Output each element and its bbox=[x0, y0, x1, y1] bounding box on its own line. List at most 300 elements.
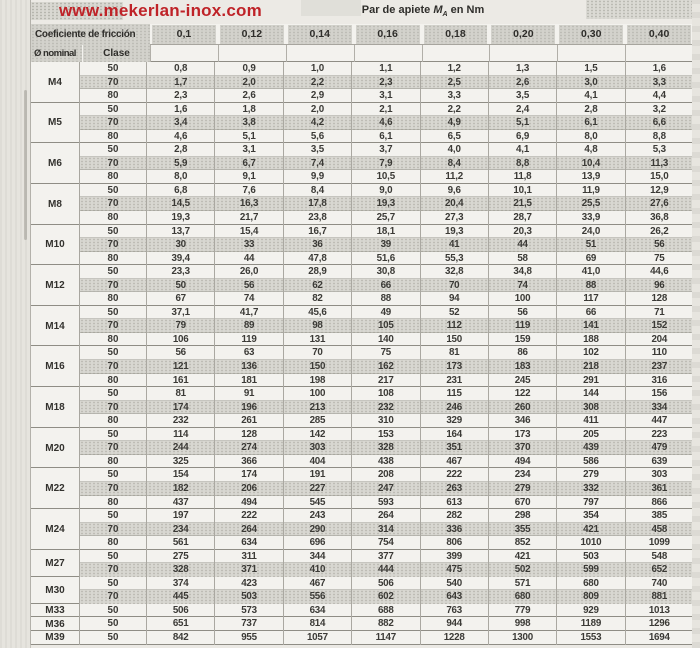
value-cell: 593 bbox=[351, 496, 419, 510]
value-cell: 188 bbox=[556, 333, 624, 347]
value-cell: 45,6 bbox=[283, 306, 351, 320]
size-group bbox=[31, 550, 693, 577]
value-cell: 1553 bbox=[556, 631, 624, 645]
value-cell: 119 bbox=[488, 319, 556, 333]
value-cell: 16,7 bbox=[283, 225, 351, 239]
header-empty-cell bbox=[625, 45, 693, 62]
value-cell: 164 bbox=[420, 428, 488, 442]
class-cell: 50 bbox=[107, 550, 119, 562]
table-row bbox=[80, 509, 693, 523]
header-empty-cell bbox=[354, 45, 422, 62]
value-cell: 634 bbox=[283, 604, 351, 618]
value-cell: 25,5 bbox=[556, 197, 624, 211]
value-cell: 1,3 bbox=[488, 62, 556, 76]
table-row bbox=[80, 103, 693, 117]
class-cell: 50 bbox=[107, 266, 119, 278]
value-cell: 183 bbox=[488, 360, 556, 374]
value-cell: 7,9 bbox=[351, 157, 419, 171]
value-cell: 41,0 bbox=[556, 265, 624, 279]
value-cell: 5,1 bbox=[214, 130, 282, 144]
value-cell: 30 bbox=[146, 238, 214, 252]
class-cell: 70 bbox=[107, 198, 119, 210]
value-cell: 86 bbox=[488, 346, 556, 360]
value-cell: 3,5 bbox=[283, 143, 351, 157]
value-cell: 247 bbox=[351, 482, 419, 496]
size-group-rows bbox=[79, 617, 693, 631]
value-cell: 44 bbox=[488, 238, 556, 252]
value-cell: 74 bbox=[488, 279, 556, 293]
value-cell: 140 bbox=[351, 333, 419, 347]
value-cell: 374 bbox=[146, 577, 214, 591]
class-cell: 50 bbox=[107, 225, 119, 237]
value-cell: 243 bbox=[283, 509, 351, 523]
value-cell: 6,8 bbox=[146, 184, 214, 198]
header-empty-cell bbox=[218, 45, 286, 62]
value-cell: 26,0 bbox=[214, 265, 282, 279]
table-row bbox=[80, 496, 693, 510]
value-cell: 51,6 bbox=[351, 252, 419, 266]
value-cell: 244 bbox=[146, 441, 214, 455]
value-cell: 479 bbox=[625, 441, 693, 455]
value-cell: 10,5 bbox=[351, 170, 419, 184]
value-cell: 458 bbox=[625, 523, 693, 537]
value-cell: 680 bbox=[556, 577, 624, 591]
table-row bbox=[80, 292, 693, 306]
class-cell: 70 bbox=[107, 239, 119, 251]
value-cell: 4,1 bbox=[488, 143, 556, 157]
value-cell: 44 bbox=[214, 252, 282, 266]
table-row bbox=[80, 279, 693, 293]
value-cell: 763 bbox=[420, 604, 488, 618]
value-cell: 1189 bbox=[556, 617, 624, 631]
value-cell: 88 bbox=[556, 279, 624, 293]
size-label: M36 bbox=[45, 618, 65, 630]
value-cell: 438 bbox=[351, 455, 419, 469]
value-cell: 351 bbox=[420, 441, 488, 455]
value-cell: 13,7 bbox=[146, 225, 214, 239]
value-cell: 20,3 bbox=[488, 225, 556, 239]
value-cell: 6,1 bbox=[351, 130, 419, 144]
friction-label: Coeficiente de fricción bbox=[31, 24, 150, 45]
value-cell: 439 bbox=[556, 441, 624, 455]
value-cell: 108 bbox=[351, 387, 419, 401]
value-cell: 66 bbox=[556, 306, 624, 320]
class-cell: 80 bbox=[107, 496, 119, 508]
value-cell: 955 bbox=[214, 631, 282, 645]
value-cell: 162 bbox=[351, 360, 419, 374]
value-cell: 41,7 bbox=[214, 306, 282, 320]
value-cell: 11,9 bbox=[556, 184, 624, 198]
value-cell: 2,0 bbox=[283, 103, 351, 117]
value-cell: 74 bbox=[214, 292, 282, 306]
size-group-rows bbox=[79, 468, 693, 509]
value-cell: 10,4 bbox=[556, 157, 624, 171]
value-cell: 1,6 bbox=[625, 62, 693, 76]
value-cell: 36,8 bbox=[625, 211, 693, 225]
size-label: M20 bbox=[45, 442, 65, 454]
value-cell: 136 bbox=[214, 360, 282, 374]
torque-table bbox=[30, 0, 694, 645]
header-empty-cell bbox=[150, 45, 218, 62]
table-row bbox=[80, 441, 693, 455]
value-cell: 102 bbox=[556, 346, 624, 360]
value-cell: 34,8 bbox=[488, 265, 556, 279]
size-label: M8 bbox=[48, 198, 62, 210]
size-group-rows bbox=[79, 62, 693, 103]
value-cell: 217 bbox=[351, 374, 419, 388]
value-cell: 14,5 bbox=[146, 197, 214, 211]
value-cell: 325 bbox=[146, 455, 214, 469]
value-cell: 8,8 bbox=[488, 157, 556, 171]
value-cell: 156 bbox=[625, 387, 693, 401]
value-cell: 866 bbox=[625, 496, 693, 510]
class-cell: 50 bbox=[107, 469, 119, 481]
class-cell: 50 bbox=[107, 306, 119, 318]
value-cell: 6,9 bbox=[488, 130, 556, 144]
size-label: M12 bbox=[45, 280, 65, 292]
value-cell: 303 bbox=[625, 468, 693, 482]
table-row bbox=[80, 387, 693, 401]
value-cell: 75 bbox=[351, 346, 419, 360]
value-cell: 231 bbox=[420, 374, 488, 388]
value-cell: 881 bbox=[625, 590, 693, 604]
value-cell: 96 bbox=[625, 279, 693, 293]
value-cell: 9,0 bbox=[351, 184, 419, 198]
value-cell: 639 bbox=[625, 455, 693, 469]
value-cell: 75 bbox=[625, 252, 693, 266]
table-row bbox=[80, 238, 693, 252]
value-cell: 6,1 bbox=[556, 116, 624, 130]
value-cell: 33 bbox=[214, 238, 282, 252]
value-cell: 114 bbox=[146, 428, 214, 442]
value-cell: 328 bbox=[351, 441, 419, 455]
class-cell: 70 bbox=[107, 442, 119, 454]
value-cell: 88 bbox=[351, 292, 419, 306]
value-cell: 94 bbox=[420, 292, 488, 306]
value-cell: 3,0 bbox=[556, 76, 624, 90]
value-cell: 696 bbox=[283, 536, 351, 550]
table-row bbox=[80, 590, 693, 604]
value-cell: 688 bbox=[351, 604, 419, 618]
friction-header-row bbox=[31, 24, 693, 45]
header-empty-cell bbox=[422, 45, 490, 62]
value-cell: 1,0 bbox=[283, 62, 351, 76]
value-cell: 3,3 bbox=[625, 76, 693, 90]
header-empty-cell bbox=[557, 45, 625, 62]
value-cell: 173 bbox=[420, 360, 488, 374]
size-group bbox=[31, 62, 693, 103]
value-cell: 205 bbox=[556, 428, 624, 442]
value-cell: 421 bbox=[556, 523, 624, 537]
value-cell: 411 bbox=[556, 414, 624, 428]
class-cell: 80 bbox=[107, 90, 119, 102]
value-cell: 100 bbox=[283, 387, 351, 401]
value-cell: 26,2 bbox=[625, 225, 693, 239]
size-label: M30 bbox=[45, 584, 65, 596]
class-cell: 50 bbox=[107, 577, 119, 589]
value-cell: 191 bbox=[283, 468, 351, 482]
table-row bbox=[80, 550, 693, 564]
value-cell: 21,5 bbox=[488, 197, 556, 211]
value-cell: 11,3 bbox=[625, 157, 693, 171]
value-cell: 264 bbox=[351, 509, 419, 523]
value-cell: 1,6 bbox=[146, 103, 214, 117]
value-cell: 1694 bbox=[625, 631, 693, 645]
table-row bbox=[80, 143, 693, 157]
class-cell: 50 bbox=[107, 103, 119, 115]
value-cell: 410 bbox=[283, 563, 351, 577]
value-cell: 298 bbox=[488, 509, 556, 523]
value-cell: 467 bbox=[283, 577, 351, 591]
value-cell: 131 bbox=[283, 333, 351, 347]
class-cell: 80 bbox=[107, 415, 119, 427]
value-cell: 197 bbox=[146, 509, 214, 523]
value-cell: 2,4 bbox=[488, 103, 556, 117]
value-cell: 6,7 bbox=[214, 157, 282, 171]
value-cell: 2,8 bbox=[146, 143, 214, 157]
value-cell: 174 bbox=[146, 401, 214, 415]
class-cell: 80 bbox=[107, 537, 119, 549]
value-cell: 308 bbox=[556, 401, 624, 415]
value-cell: 2,2 bbox=[420, 103, 488, 117]
scan-noise-patch bbox=[586, 0, 693, 19]
table-row bbox=[80, 346, 693, 360]
value-cell: 150 bbox=[283, 360, 351, 374]
value-cell: 79 bbox=[146, 319, 214, 333]
value-cell: 2,8 bbox=[556, 103, 624, 117]
value-cell: 4,6 bbox=[146, 130, 214, 144]
value-cell: 19,3 bbox=[420, 225, 488, 239]
value-cell: 110 bbox=[625, 346, 693, 360]
value-cell: 4,2 bbox=[283, 116, 351, 130]
value-cell: 279 bbox=[488, 482, 556, 496]
value-cell: 1,2 bbox=[420, 62, 488, 76]
class-cell: 50 bbox=[107, 618, 119, 630]
value-cell: 37,1 bbox=[146, 306, 214, 320]
value-cell: 274 bbox=[214, 441, 282, 455]
value-cell: 106 bbox=[146, 333, 214, 347]
value-cell: 208 bbox=[351, 468, 419, 482]
value-cell: 5,1 bbox=[488, 116, 556, 130]
value-cell: 41 bbox=[420, 238, 488, 252]
value-cell: 9,9 bbox=[283, 170, 351, 184]
size-group bbox=[31, 468, 693, 509]
value-cell: 98 bbox=[283, 319, 351, 333]
value-cell: 561 bbox=[146, 536, 214, 550]
table-row bbox=[80, 265, 693, 279]
class-cell: 70 bbox=[107, 523, 119, 535]
value-cell: 51 bbox=[556, 238, 624, 252]
class-cell: 50 bbox=[107, 604, 119, 616]
class-cell: 80 bbox=[107, 374, 119, 386]
table-row bbox=[80, 523, 693, 537]
value-cell: 32,8 bbox=[420, 265, 488, 279]
table-row bbox=[80, 482, 693, 496]
size-group bbox=[31, 387, 693, 428]
value-cell: 540 bbox=[420, 577, 488, 591]
size-label: M6 bbox=[48, 158, 62, 170]
size-group-rows bbox=[79, 346, 693, 387]
value-cell: 39 bbox=[351, 238, 419, 252]
value-cell: 329 bbox=[420, 414, 488, 428]
value-cell: 100 bbox=[488, 292, 556, 306]
value-cell: 5,3 bbox=[625, 143, 693, 157]
table-row bbox=[80, 211, 693, 225]
value-cell: 3,4 bbox=[146, 116, 214, 130]
size-group bbox=[31, 184, 693, 225]
size-label: M14 bbox=[45, 320, 65, 332]
table-row bbox=[80, 374, 693, 388]
value-cell: 19,3 bbox=[351, 197, 419, 211]
table-row bbox=[80, 197, 693, 211]
value-cell: 282 bbox=[420, 509, 488, 523]
value-cell: 9,6 bbox=[420, 184, 488, 198]
value-cell: 328 bbox=[146, 563, 214, 577]
table-row bbox=[80, 62, 693, 76]
scan-right-edge bbox=[692, 0, 700, 648]
value-cell: 234 bbox=[146, 523, 214, 537]
value-cell: 998 bbox=[488, 617, 556, 631]
value-cell: 196 bbox=[214, 401, 282, 415]
scan-left-edge bbox=[0, 0, 31, 648]
value-cell: 680 bbox=[488, 590, 556, 604]
value-cell: 33,9 bbox=[556, 211, 624, 225]
table-row bbox=[80, 306, 693, 320]
value-cell: 1,8 bbox=[214, 103, 282, 117]
value-cell: 222 bbox=[214, 509, 282, 523]
value-cell: 63 bbox=[214, 346, 282, 360]
size-group-rows bbox=[79, 550, 693, 577]
value-cell: 651 bbox=[146, 617, 214, 631]
value-cell: 232 bbox=[146, 414, 214, 428]
value-cell: 154 bbox=[146, 468, 214, 482]
class-cell: 50 bbox=[107, 428, 119, 440]
friction-value-cell: 0,30 bbox=[559, 25, 623, 44]
size-group-rows bbox=[79, 143, 693, 184]
value-cell: 370 bbox=[488, 441, 556, 455]
size-group bbox=[31, 604, 693, 618]
value-cell: 366 bbox=[214, 455, 282, 469]
value-cell: 8,8 bbox=[625, 130, 693, 144]
value-cell: 8,4 bbox=[283, 184, 351, 198]
size-group bbox=[31, 631, 693, 645]
friction-value-cell: 0,20 bbox=[491, 25, 555, 44]
size-group-rows bbox=[79, 306, 693, 347]
size-label: M24 bbox=[45, 523, 65, 535]
value-cell: 15,4 bbox=[214, 225, 282, 239]
value-cell: 652 bbox=[625, 563, 693, 577]
value-cell: 50 bbox=[146, 279, 214, 293]
value-cell: 4,4 bbox=[625, 89, 693, 103]
table-row bbox=[80, 319, 693, 333]
value-cell: 2,5 bbox=[420, 76, 488, 90]
value-cell: 1010 bbox=[556, 536, 624, 550]
value-cell: 467 bbox=[420, 455, 488, 469]
value-cell: 444 bbox=[351, 563, 419, 577]
value-cell: 285 bbox=[283, 414, 351, 428]
value-cell: 56 bbox=[488, 306, 556, 320]
value-cell: 16,3 bbox=[214, 197, 282, 211]
friction-value-cell: 0,1 bbox=[152, 25, 216, 44]
value-cell: 21,7 bbox=[214, 211, 282, 225]
value-cell: 3,1 bbox=[351, 89, 419, 103]
value-cell: 153 bbox=[351, 428, 419, 442]
value-cell: 10,1 bbox=[488, 184, 556, 198]
title-row bbox=[31, 0, 693, 24]
header-empty-cell bbox=[286, 45, 354, 62]
value-cell: 222 bbox=[420, 468, 488, 482]
size-group bbox=[31, 103, 693, 144]
value-cell: 806 bbox=[420, 536, 488, 550]
value-cell: 0,8 bbox=[146, 62, 214, 76]
value-cell: 2,2 bbox=[283, 76, 351, 90]
value-cell: 599 bbox=[556, 563, 624, 577]
value-cell: 814 bbox=[283, 617, 351, 631]
value-cell: 174 bbox=[214, 468, 282, 482]
value-cell: 447 bbox=[625, 414, 693, 428]
value-cell: 8,0 bbox=[146, 170, 214, 184]
value-cell: 122 bbox=[488, 387, 556, 401]
value-cell: 7,4 bbox=[283, 157, 351, 171]
table-row bbox=[80, 184, 693, 198]
value-cell: 58 bbox=[488, 252, 556, 266]
value-cell: 445 bbox=[146, 590, 214, 604]
value-cell: 36 bbox=[283, 238, 351, 252]
value-cell: 15,0 bbox=[625, 170, 693, 184]
value-cell: 361 bbox=[625, 482, 693, 496]
table-row bbox=[80, 76, 693, 90]
value-cell: 62 bbox=[283, 279, 351, 293]
value-cell: 290 bbox=[283, 523, 351, 537]
value-cell: 556 bbox=[283, 590, 351, 604]
value-cell: 152 bbox=[625, 319, 693, 333]
value-cell: 56 bbox=[625, 238, 693, 252]
size-label: M39 bbox=[45, 632, 65, 644]
value-cell: 740 bbox=[625, 577, 693, 591]
friction-value-cell: 0,16 bbox=[356, 25, 420, 44]
value-cell: 1296 bbox=[625, 617, 693, 631]
value-cell: 4,0 bbox=[420, 143, 488, 157]
size-group-rows bbox=[79, 577, 693, 604]
class-cell: 70 bbox=[107, 279, 119, 291]
value-cell: 11,2 bbox=[420, 170, 488, 184]
value-cell: 56 bbox=[214, 279, 282, 293]
value-cell: 613 bbox=[420, 496, 488, 510]
value-cell: 161 bbox=[146, 374, 214, 388]
table-row bbox=[80, 89, 693, 103]
value-cell: 9,1 bbox=[214, 170, 282, 184]
value-cell: 2,6 bbox=[488, 76, 556, 90]
value-cell: 27,6 bbox=[625, 197, 693, 211]
value-cell: 25,7 bbox=[351, 211, 419, 225]
class-cell: 50 bbox=[107, 631, 119, 643]
value-cell: 1,7 bbox=[146, 76, 214, 90]
value-cell: 310 bbox=[351, 414, 419, 428]
size-group bbox=[31, 509, 693, 550]
value-cell: 47,8 bbox=[283, 252, 351, 266]
value-cell: 112 bbox=[420, 319, 488, 333]
value-cell: 882 bbox=[351, 617, 419, 631]
value-cell: 385 bbox=[625, 509, 693, 523]
value-cell: 3,2 bbox=[625, 103, 693, 117]
size-group-rows bbox=[79, 184, 693, 225]
value-cell: 423 bbox=[214, 577, 282, 591]
value-cell: 6,5 bbox=[420, 130, 488, 144]
value-cell: 670 bbox=[488, 496, 556, 510]
value-cell: 275 bbox=[146, 550, 214, 564]
table-row bbox=[80, 577, 693, 591]
size-group-rows bbox=[79, 225, 693, 266]
